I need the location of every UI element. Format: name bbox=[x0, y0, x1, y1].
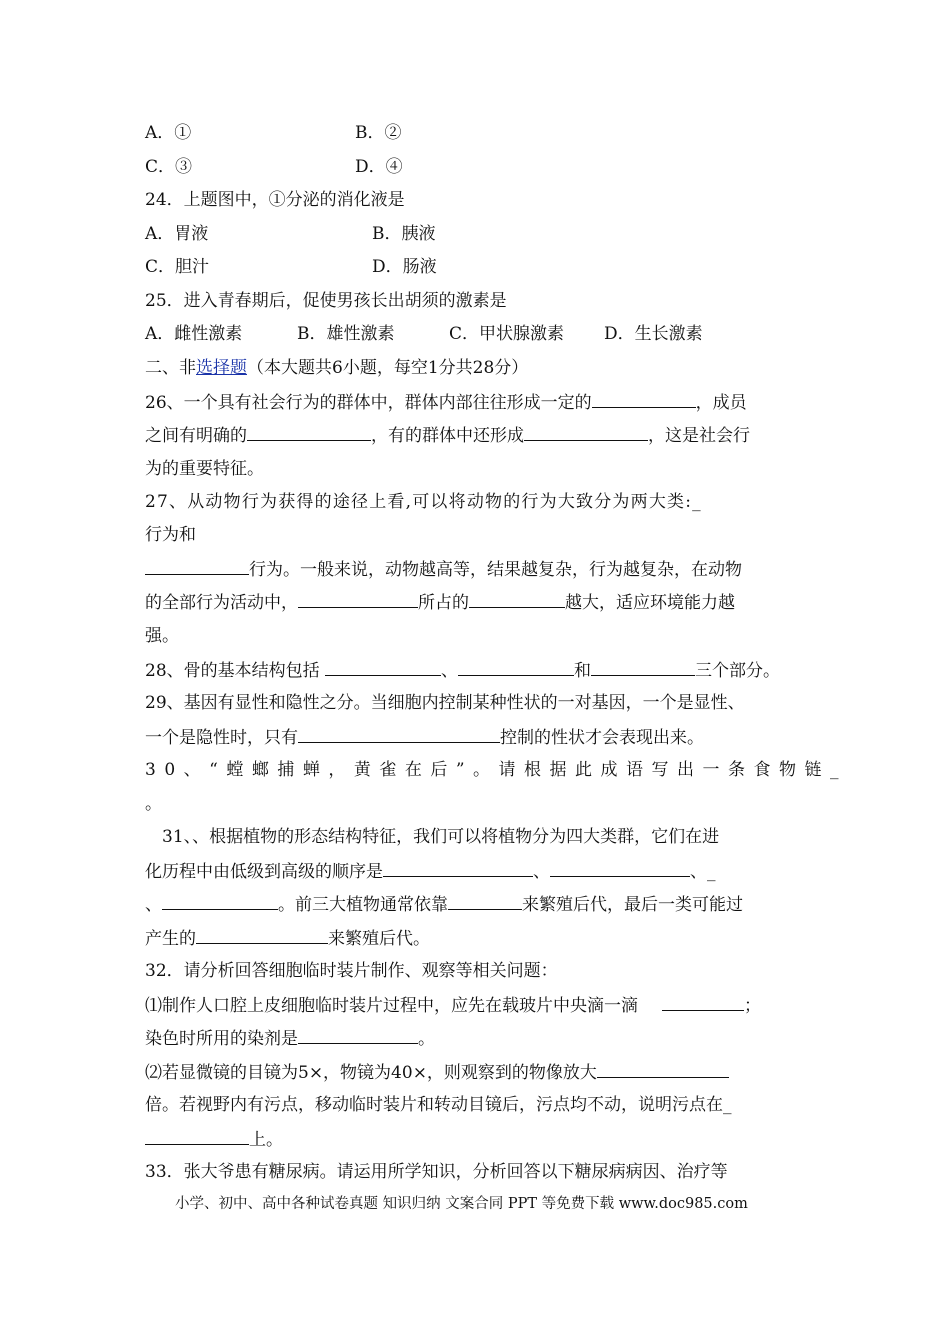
q32-part2-line1 bbox=[145, 1061, 729, 1084]
q27-line3 bbox=[145, 558, 742, 581]
q26-line3: 为的重要特征。 bbox=[145, 459, 264, 479]
q32-part1-line2 bbox=[145, 1027, 435, 1050]
q28-line bbox=[145, 659, 780, 682]
q26-line1 bbox=[145, 391, 747, 414]
q28-text-3: 和 bbox=[574, 661, 592, 681]
q31-line2 bbox=[145, 860, 716, 883]
answer-blank[interactable] bbox=[298, 1027, 418, 1044]
q29-line1: 29、基因有显性和隐性之分。当细胞内控制某种性状的一对基因，一个是显性、 bbox=[145, 693, 745, 713]
q25-option-d: D．生长激素 bbox=[604, 324, 703, 344]
q29-line2 bbox=[145, 726, 704, 749]
q28-text-1: 28、骨的基本结构包括 bbox=[145, 661, 326, 681]
section2-prefix: 二、非 bbox=[145, 358, 196, 378]
answer-blank[interactable] bbox=[145, 1128, 249, 1145]
q29-text-2: 控制的性状才会表现出来。 bbox=[500, 728, 704, 748]
q27-line2: 行为和 bbox=[145, 525, 196, 545]
q31-text-8: 来繁殖后代。 bbox=[328, 929, 430, 949]
q32-part2-line3 bbox=[145, 1128, 283, 1151]
answer-blank[interactable] bbox=[247, 424, 371, 441]
answer-blank[interactable] bbox=[662, 994, 744, 1011]
q26-line2 bbox=[145, 424, 750, 447]
q32-part1-line1 bbox=[145, 994, 761, 1017]
q25-option-c: C．甲状腺激素 bbox=[449, 324, 565, 344]
q27-text-3: 所占的 bbox=[418, 593, 469, 613]
q32-text-2: ； bbox=[744, 996, 761, 1016]
section2-rest: （本大题共6小题，每空1分共28分） bbox=[247, 358, 529, 378]
q25-option-a: A．雌性激素 bbox=[145, 324, 243, 344]
q23-option-b: B．② bbox=[355, 123, 402, 143]
q31-text-6: 来繁殖后代，最后一类可能过 bbox=[522, 895, 743, 915]
q31-text-1: 化历程中由低级到高级的顺序是 bbox=[145, 862, 383, 882]
q24-option-b: B．胰液 bbox=[372, 224, 436, 244]
q23-option-c: C．③ bbox=[145, 157, 193, 177]
q27-text: 行为。一般来说，动物越高等，结果越复杂，行为越复杂，在动物 bbox=[249, 560, 742, 580]
answer-blank[interactable] bbox=[196, 927, 328, 944]
q32-stem: 32．请分析回答细胞临时装片制作、观察等相关问题： bbox=[145, 961, 558, 981]
q26-text-5: ，这是社会行 bbox=[648, 426, 750, 446]
q30-line1: 30、“螳螂捕蝉，黄雀在后”。请根据此成语写出一条食物链_ bbox=[145, 760, 848, 780]
q27-line5: 强。 bbox=[145, 626, 179, 646]
q32-text-4: 。 bbox=[418, 1029, 435, 1049]
q33-stem: 33．张大爷患有糖尿病。请运用所学知识，分析回答以下糖尿病病因、治疗等 bbox=[145, 1162, 728, 1182]
q24-option-d: D．肠液 bbox=[372, 257, 437, 277]
q27-line1: 27、从动物行为获得的途径上看,可以将动物的行为大致分为两大类:_ bbox=[145, 492, 702, 512]
q31-text-2: 、 bbox=[533, 862, 550, 882]
answer-blank[interactable] bbox=[298, 726, 500, 743]
answer-blank[interactable] bbox=[298, 591, 418, 608]
q27-text-2: 的全部行为活动中， bbox=[145, 593, 298, 613]
q32-part2-line2: 倍。若视野内有污点，移动临时装片和转动目镜后，污点均不动，说明污点在_ bbox=[145, 1095, 732, 1115]
q27-text-4: 越大，适应环境能力越 bbox=[565, 593, 735, 613]
answer-blank[interactable] bbox=[162, 893, 278, 910]
q32-text-6: 上。 bbox=[249, 1130, 283, 1150]
q31-line3 bbox=[145, 893, 743, 916]
q26-text-4: ，有的群体中还形成 bbox=[371, 426, 524, 446]
q28-text-2: 、 bbox=[441, 661, 459, 681]
q24-stem: 24．上题图中，①分泌的消化液是 bbox=[145, 190, 405, 210]
answer-blank[interactable] bbox=[469, 591, 565, 608]
q27-line4 bbox=[145, 591, 735, 614]
answer-blank[interactable] bbox=[458, 659, 574, 676]
q26-text-3: 之间有明确的 bbox=[145, 426, 247, 446]
q32-text-5: ⑵若显微镜的目镜为5×，物镜为40×，则观察到的物像放大 bbox=[145, 1063, 597, 1083]
section2-heading bbox=[145, 357, 528, 379]
page-footer: 小学、初中、高中各种试卷真题 知识归纳 文案合同 PPT 等免费下载 www.doc985.com bbox=[175, 1196, 748, 1212]
q24-option-a: A．胃液 bbox=[145, 224, 209, 244]
q26-text-2: ，成员 bbox=[695, 393, 747, 413]
answer-blank[interactable] bbox=[550, 860, 690, 877]
q31-text-7: 产生的 bbox=[145, 929, 196, 949]
answer-blank[interactable] bbox=[524, 424, 648, 441]
q28-text-4: 三个部分。 bbox=[695, 661, 781, 681]
q31-text-4: 、 bbox=[145, 895, 162, 915]
answer-blank[interactable] bbox=[145, 558, 249, 575]
q23-option-a: A．① bbox=[145, 123, 192, 143]
answer-blank[interactable] bbox=[325, 659, 441, 676]
q26-text-1: 26、一个具有社会行为的群体中，群体内部往往形成一定的 bbox=[145, 393, 592, 413]
answer-blank[interactable] bbox=[383, 860, 533, 877]
q31-line1: 31、、根据植物的形态结构特征，我们可以将植物分为四大类群，它们在进 bbox=[162, 827, 720, 847]
q31-text-3: 、_ bbox=[690, 862, 716, 882]
answer-blank[interactable] bbox=[597, 1061, 729, 1078]
q32-text-1: ⑴制作人口腔上皮细胞临时装片过程中，应先在载玻片中央滴一滴 bbox=[145, 996, 638, 1016]
q31-line4 bbox=[145, 927, 430, 950]
answer-blank[interactable] bbox=[591, 659, 695, 676]
q25-stem: 25．进入青春期后，促使男孩长出胡须的激素是 bbox=[145, 291, 507, 311]
q24-option-c: C．胆汁 bbox=[145, 257, 210, 277]
answer-blank[interactable] bbox=[448, 893, 522, 910]
q30-line2: 。 bbox=[145, 794, 162, 814]
answer-blank[interactable] bbox=[592, 391, 696, 408]
q23-option-d: D．④ bbox=[355, 157, 403, 177]
q31-text-5: 。前三大植物通常依靠 bbox=[278, 895, 448, 915]
section2-link[interactable]: 选择题 bbox=[196, 358, 247, 378]
q25-option-b: B．雄性激素 bbox=[297, 324, 395, 344]
q29-text-1: 一个是隐性时，只有 bbox=[145, 728, 298, 748]
q32-text-3: 染色时所用的染剂是 bbox=[145, 1029, 298, 1049]
